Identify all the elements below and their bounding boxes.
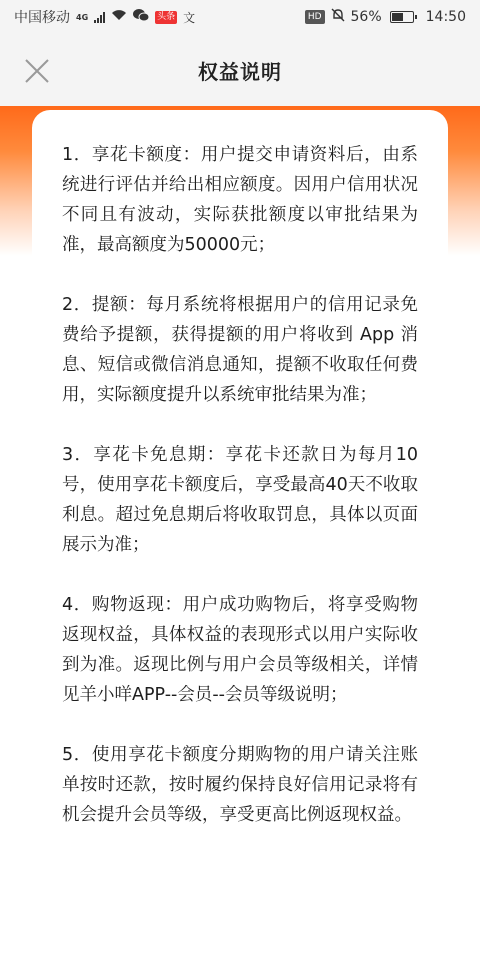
benefit-paragraph-5: 5．使用享花卡额度分期购物的用户请关注账单按时还款，按时履约保持良好信用记录将有机会提升会员等级，享受更高比例返现权益。 [62,745,418,825]
hd-badge: HD [305,10,325,24]
close-button[interactable] [22,56,52,86]
battery-percent: 56% [350,9,382,25]
clock: 14:50 [425,9,466,25]
status-bar [0,0,480,34]
carrier-label: 中国移动 [14,10,70,26]
status-right [305,8,466,26]
nav-bar [0,34,480,106]
wechat-icon [133,9,149,26]
status-left [14,7,195,27]
benefits-card [32,110,448,960]
close-icon [22,56,52,86]
page-title: 权益说明 [198,59,282,84]
toutiao-badge: 头条 [157,11,176,22]
benefit-paragraph-1: 1．享花卡额度：用户提交申请资料后，由系统进行评估并给出相应额度。因用户信用状况不同且有波动，实际获批额度以审批结果为准，最高额度为50000元； [62,145,418,255]
benefit-paragraph-2: 2．提额：每月系统将根据用户的信用记录免费给予提额，获得提额的用户将收到 App 消息、短信或微信消息通知，提额不收取任何费用，实际额度提升以系统审批结果为准； [62,295,418,405]
wifi-icon [111,9,127,25]
battery-icon [390,11,414,23]
benefit-paragraph-3: 3．享花卡免息期：享花卡还款日为每月10号，使用享花卡额度后，享受最高40天不收取利息。超过免息期后将收取罚息，具体以页面展示为准； [62,445,418,555]
extra-icon: 文 [183,10,196,25]
benefit-paragraph-4: 4．购物返现：用户成功购物后，将享受购物返现权益，具体权益的表现形式以用户实际收到为准。返现比例与用户会员等级相关，详情见羊小咩APP--会员--会员等级说明； [62,595,418,705]
network-label: 4G [76,13,89,22]
mute-icon [331,8,345,26]
signal-icon [94,11,105,23]
